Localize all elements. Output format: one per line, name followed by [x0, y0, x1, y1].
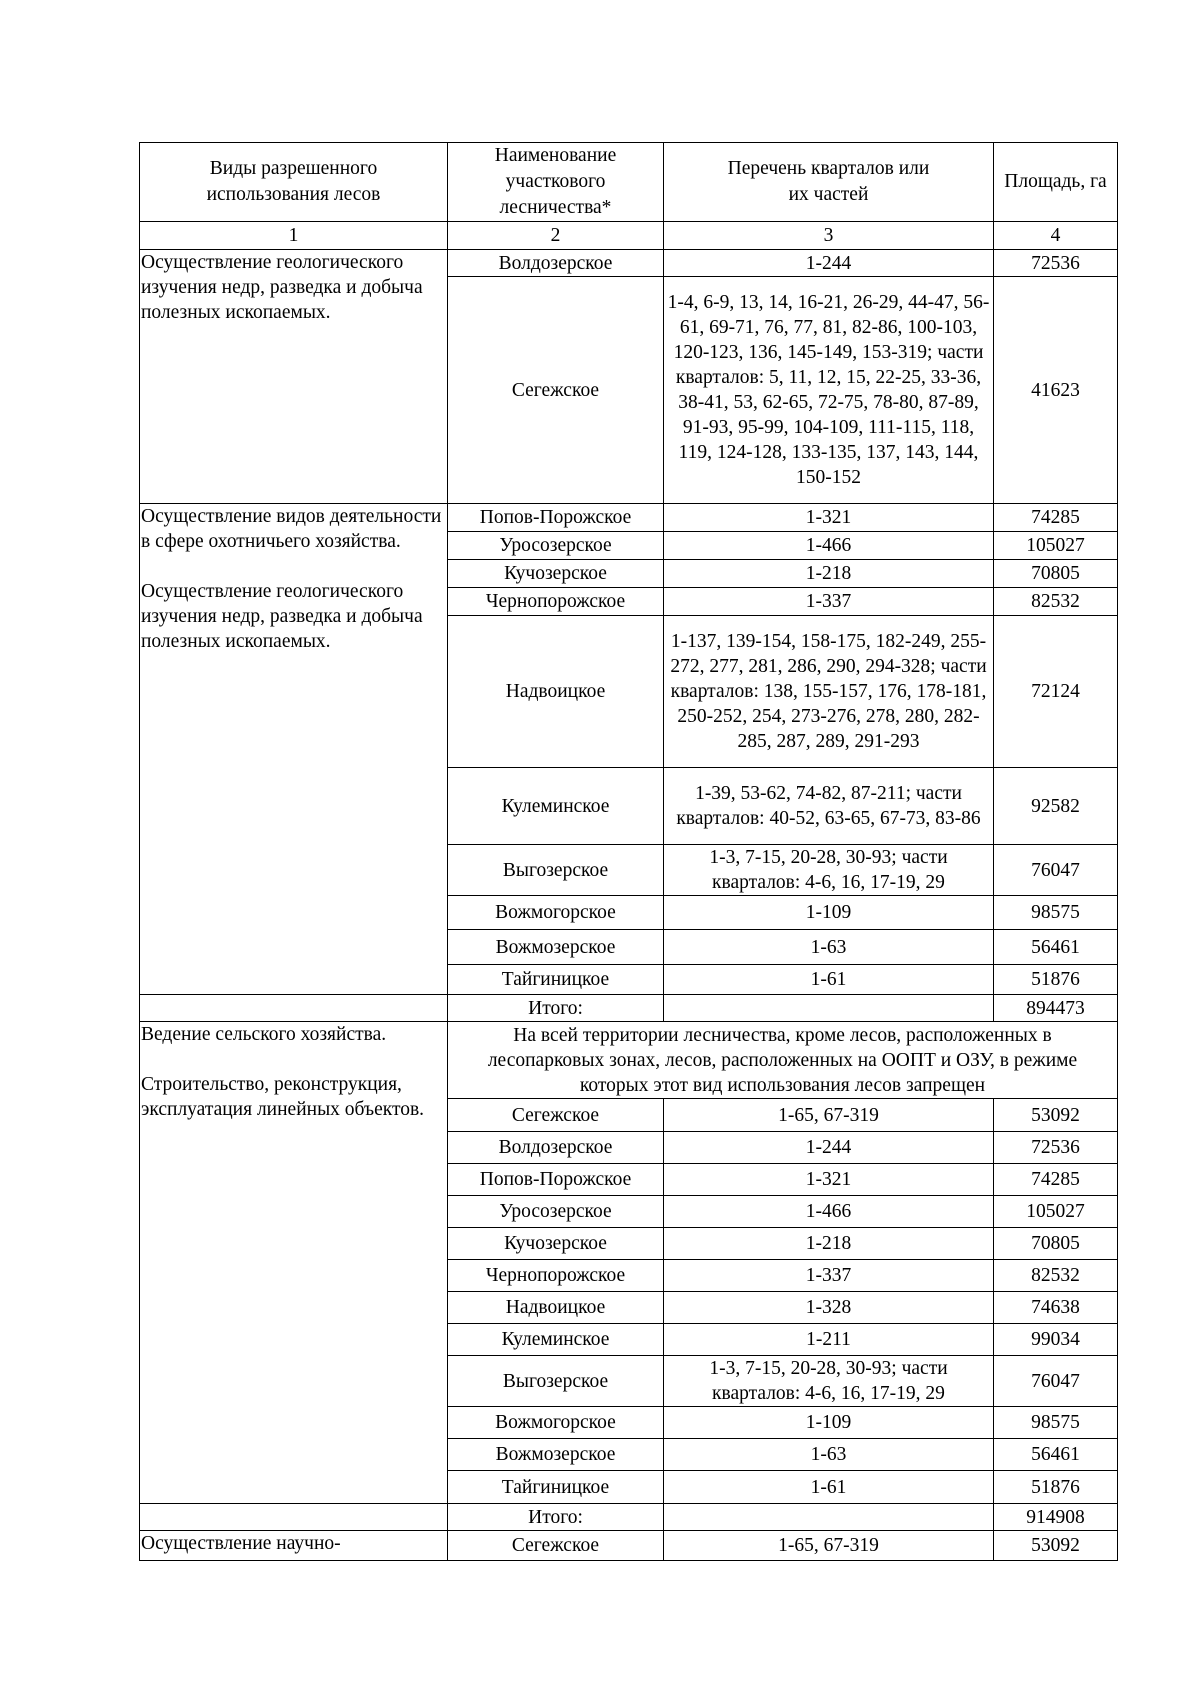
quarters-list: 1-4, 6-9, 13, 14, 16-21, 26-29, 44-47, 56-61, 69-71, 76, 77, 81, 82-86, 100-103, 120-123, 136, 145-149, 153-319; части кварталов: 5, 11, 12, 15, 22-25, 33-36, 38-41, 53, 62-65, 72-75, 78-80, 87-89, 91-93, 95-99, 104-109, 111-115, 118, 119, 124-128, 133-135, 137, 143, 144, 150-152 [664, 277, 994, 504]
area-value: 72536 [994, 250, 1118, 277]
forestry-name: Кулеминское [448, 768, 664, 845]
header-area: Площадь, га [994, 143, 1118, 222]
header-row [140, 143, 1118, 222]
area-value: 98575 [994, 1407, 1118, 1439]
forestry-name: Сегежское [448, 1099, 664, 1132]
area-value: 70805 [994, 1228, 1118, 1260]
forestry-name: Кучозерское [448, 560, 664, 588]
forestry-name: Вожмозерское [448, 1439, 664, 1471]
area-value: 76047 [994, 1356, 1118, 1407]
total-row [140, 1504, 1118, 1531]
quarters-list: 1-218 [664, 1228, 994, 1260]
quarters-list: 1-244 [664, 1132, 994, 1164]
total-label: Итого: [448, 1504, 664, 1531]
forestry-name: Вожмозерское [448, 930, 664, 965]
forestry-name: Попов-Порожское [448, 504, 664, 532]
area-value: 41623 [994, 277, 1118, 504]
forestry-name: Попов-Порожское [448, 1164, 664, 1196]
forestry-name: Кулеминское [448, 1324, 664, 1356]
quarters-list: 1-65, 67-319 [664, 1099, 994, 1132]
use-type-cell [140, 250, 448, 504]
empty-cell [140, 995, 448, 1022]
forestry-name: Уросозерское [448, 1196, 664, 1228]
quarters-list: 1-244 [664, 250, 994, 277]
table-body [140, 222, 1118, 1561]
quarters-list: 1-321 [664, 504, 994, 532]
quarters-list: 1-466 [664, 532, 994, 560]
forestry-name: Волдозерское [448, 1132, 664, 1164]
quarters-list: 1-109 [664, 1407, 994, 1439]
forestry-name: Чернопорожское [448, 1260, 664, 1292]
quarters-list: 1-109 [664, 896, 994, 930]
area-value: 76047 [994, 845, 1118, 896]
use-type-text: Ведение сельского хозяйства. [141, 1024, 387, 1045]
forestry-name: Волдозерское [448, 250, 664, 277]
quarters-list: 1-61 [664, 1471, 994, 1504]
area-value: 82532 [994, 588, 1118, 616]
header-quarters-list: Перечень кварталов или их частей [664, 143, 994, 222]
forestry-name: Вожмогорское [448, 896, 664, 930]
area-value: 82532 [994, 1260, 1118, 1292]
empty-cell [140, 1504, 448, 1531]
header-use-types: Виды разрешенного использования лесов [140, 143, 448, 222]
table-row [140, 504, 1118, 532]
total-value: 914908 [994, 1504, 1118, 1531]
area-value: 98575 [994, 896, 1118, 930]
area-value: 70805 [994, 560, 1118, 588]
column-number-row [140, 222, 1118, 250]
use-type-cell [140, 1531, 448, 1561]
area-value: 53092 [994, 1531, 1118, 1561]
use-type-text: Строительство, реконструкция, эксплуатация линейных объектов. [141, 1074, 425, 1120]
forestry-name: Надвоицкое [448, 1292, 664, 1324]
forestry-name: Выгозерское [448, 1356, 664, 1407]
area-value: 105027 [994, 1196, 1118, 1228]
quarters-list: 1-61 [664, 965, 994, 995]
area-value: 105027 [994, 532, 1118, 560]
empty-cell [664, 1504, 994, 1531]
area-value: 99034 [994, 1324, 1118, 1356]
area-value: 74638 [994, 1292, 1118, 1324]
column-number: 1 [140, 222, 448, 250]
area-value: 51876 [994, 1471, 1118, 1504]
quarters-list: 1-321 [664, 1164, 994, 1196]
area-value: 53092 [994, 1099, 1118, 1132]
use-type-cell [140, 1022, 448, 1504]
forestry-name: Надвоицкое [448, 616, 664, 768]
column-number: 4 [994, 222, 1118, 250]
total-value: 894473 [994, 995, 1118, 1022]
forest-use-table [139, 142, 1118, 1561]
quarters-list: 1-3, 7-15, 20-28, 30-93; части кварталов: 4-6, 16, 17-19, 29 [664, 845, 994, 896]
forestry-name: Уросозерское [448, 532, 664, 560]
forestry-name: Тайгиницкое [448, 1471, 664, 1504]
use-type-text: Осуществление видов деятельности в сфере охотничьего хозяйства. [141, 506, 442, 552]
quarters-list: 1-137, 139-154, 158-175, 182-249, 255-272, 277, 281, 286, 290, 294-328; части кварталов: 138, 155-157, 176, 178-181, 250-252, 254, 273-276, 278, 280, 282-285, 287, 289, 291-293 [664, 616, 994, 768]
use-type-text: Осуществление геологического изучения недр, разведка и добыча полезных ископаемых. [141, 252, 423, 323]
quarters-list: 1-337 [664, 1260, 994, 1292]
quarters-list: 1-65, 67-319 [664, 1531, 994, 1561]
quarters-list: 1-328 [664, 1292, 994, 1324]
area-value: 74285 [994, 1164, 1118, 1196]
quarters-list: 1-63 [664, 930, 994, 965]
area-value: 72536 [994, 1132, 1118, 1164]
area-value: 56461 [994, 930, 1118, 965]
quarters-list: 1-337 [664, 588, 994, 616]
forestry-name: Выгозерское [448, 845, 664, 896]
column-number: 2 [448, 222, 664, 250]
header-forestry-name: Наименование участкового лесничества* [448, 143, 664, 222]
forestry-name: Кучозерское [448, 1228, 664, 1260]
area-value: 92582 [994, 768, 1118, 845]
quarters-list: 1-39, 53-62, 74-82, 87-211; части кварталов: 40-52, 63-65, 67-73, 83-86 [664, 768, 994, 845]
forestry-name: Вожмогорское [448, 1407, 664, 1439]
quarters-list: 1-466 [664, 1196, 994, 1228]
empty-cell [664, 995, 994, 1022]
area-value: 72124 [994, 616, 1118, 768]
area-value: 74285 [994, 504, 1118, 532]
use-type-text: Осуществление геологического изучения недр, разведка и добыча полезных ископаемых. [141, 581, 423, 652]
forestry-name: Чернопорожское [448, 588, 664, 616]
all-territory-note: На всей территории лесничества, кроме лесов, расположенных в лесопарковых зонах, лесов, расположенных на ООПТ и ОЗУ, в режиме которых этот вид использования лесов запрещен [448, 1022, 1118, 1099]
total-label: Итого: [448, 995, 664, 1022]
table-row [140, 1531, 1118, 1561]
forestry-name: Сегежское [448, 1531, 664, 1561]
quarters-list: 1-218 [664, 560, 994, 588]
area-value: 56461 [994, 1439, 1118, 1471]
use-type-cell [140, 504, 448, 995]
quarters-list: 1-3, 7-15, 20-28, 30-93; части кварталов: 4-6, 16, 17-19, 29 [664, 1356, 994, 1407]
area-value: 51876 [994, 965, 1118, 995]
quarters-list: 1-211 [664, 1324, 994, 1356]
quarters-list: 1-63 [664, 1439, 994, 1471]
total-row [140, 995, 1118, 1022]
forestry-name: Тайгиницкое [448, 965, 664, 995]
column-number: 3 [664, 222, 994, 250]
table-row [140, 250, 1118, 277]
use-type-text: Осуществление научно- [141, 1533, 341, 1554]
table-row [140, 1022, 1118, 1099]
forestry-name: Сегежское [448, 277, 664, 504]
